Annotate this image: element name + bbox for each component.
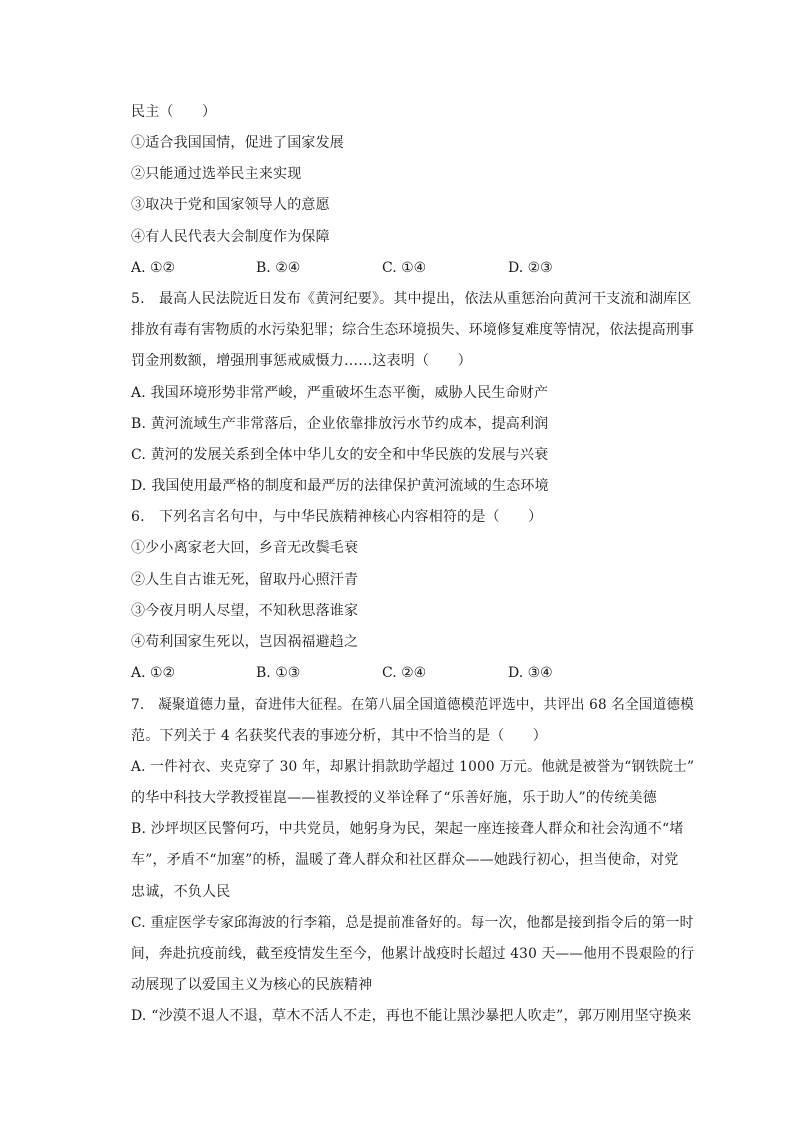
q6-item-1: ①少小离家老大回，乡音无改鬓毛衰: [131, 540, 359, 556]
q7-option-c-line-1: C. 重症医学专家邱海波的行李箱，总是提前准备好的。每一次，他都是接到指令后的第一时: [131, 915, 694, 931]
q5-option-b: B. 黄河流域生产非常落后，企业依靠排放污水节约成本，提高利润: [131, 416, 549, 432]
q4-item-1: ①适合我国国情，促进了国家发展: [131, 135, 344, 151]
q4-item-2: ②只能通过选举民主来实现: [131, 166, 302, 182]
q4-option-c: C. ①④: [382, 260, 427, 276]
q5-stem-line-3: 罚金刑数额，增强刑事惩戒威慑力……这表明（ ）: [131, 353, 472, 369]
q7-option-a-line-2: 的华中科技大学教授崔崑——崔教授的义举诠释了“乐善好施，乐于助人”的传统美德: [131, 790, 657, 806]
q5-option-d: D. 我国使用最严格的制度和最严厉的法律保护黄河流域的生态环境: [131, 478, 549, 494]
q6-item-3: ③今夜月明人尽望，不知秋思落谁家: [131, 603, 359, 619]
q7-option-b-line-3: 忠诚，不负人民: [131, 884, 231, 900]
q6-item-2: ②人生自古谁无死，留取丹心照汗青: [131, 572, 359, 588]
q4-option-a: A. ①②: [131, 260, 176, 276]
q7-stem-line-1: 7. 凝聚道德力量，奋进伟大征程。在第八届全国道德模范评选中，共评出 68 名全国道德模: [131, 697, 694, 713]
q4-option-d: D. ②③: [508, 260, 553, 276]
q7-option-b-line-2: 车”，矛盾不“加塞”的桥，温暖了聋人群众和社区群众——她践行初心，担当使命，对党: [131, 852, 679, 868]
q6-option-d: D. ③④: [508, 665, 553, 681]
q5-stem-line-1: 5. 最高人民法院近日发布《黄河纪要》。其中提出，依法从重惩治向黄河干支流和湖库区: [131, 291, 692, 307]
q7-option-b-line-1: B. 沙坪坝区民警何巧，中共党员，她躬身为民，架起一座连接聋人群众和社会沟通不“堵: [131, 821, 684, 837]
q6-item-4: ④苟利国家生死以，岂因祸福避趋之: [131, 634, 359, 650]
q6-stem: 6. 下列名言名句中，与中华民族精神核心内容相符的是（ ）: [131, 509, 543, 525]
q7-option-c-line-2: 间，奔赴抗疫前线，截至疫情发生至今，他累计战疫时长超过 430 天——他用不畏艰险的行: [131, 946, 695, 962]
q6-option-c: C. ②④: [382, 665, 427, 681]
q4-item-3: ③取决于党和国家领导人的意愿: [131, 197, 330, 213]
q7-stem-line-2: 范。下列关于 4 名获奖代表的事迹分析，其中不恰当的是（ ）: [131, 728, 548, 744]
q7-option-a-line-1: A. 一件衬衣、夹克穿了 30 年，却累计捐款助学超过 1000 万元。他就是被誉为“钢铁院士”: [131, 759, 695, 775]
q5-option-a: A. 我国环境形势非常严峻，严重破坏生态平衡，威胁人民生命财产: [131, 385, 549, 401]
q6-option-a: A. ①②: [131, 665, 176, 681]
q5-option-c: C. 黄河的发展关系到全体中华儿女的安全和中华民族的发展与兴衰: [131, 447, 549, 463]
q4-stem-end: 民主（ ）: [131, 104, 217, 120]
q7-option-c-line-3: 动展现了以爱国主义为核心的民族精神: [131, 977, 373, 993]
q5-stem-line-2: 排放有毒有害物质的水污染犯罪；综合生态环境损失、环境修复难度等情况，依法提高刑事: [131, 322, 695, 338]
q6-option-b: B. ①③: [256, 665, 301, 681]
q4-item-4: ④有人民代表大会制度作为保障: [131, 229, 330, 245]
q4-option-b: B. ②④: [256, 260, 301, 276]
q7-option-d-line-1: D. “沙漠不退人不退，草木不活人不走，再也不能让黑沙暴把人吹走”，郭万刚用坚守换来: [131, 1008, 692, 1024]
